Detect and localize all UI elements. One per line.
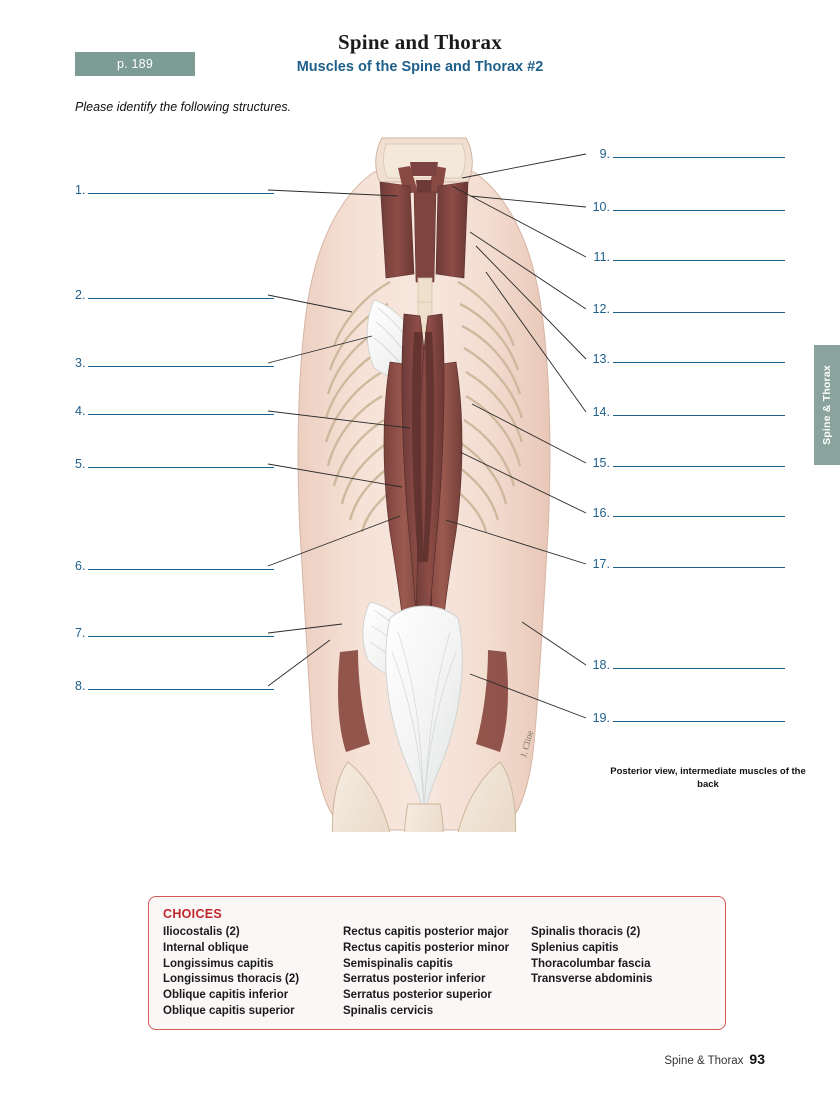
anatomy-illustration — [278, 132, 568, 832]
answer-rule-4[interactable] — [88, 403, 274, 415]
choice-item[interactable]: Spinalis cervicis — [343, 1004, 434, 1017]
answer-number-16: 16. — [592, 506, 610, 520]
answer-rule-15[interactable] — [613, 455, 785, 467]
answer-blank-6[interactable] — [75, 558, 274, 573]
page-footer — [664, 1051, 765, 1067]
answer-blank-10[interactable] — [590, 199, 785, 214]
sacrum — [405, 804, 444, 832]
answer-blank-7[interactable] — [75, 625, 274, 640]
page-subtitle: Muscles of the Spine and Thorax #2 — [296, 59, 544, 75]
rectus-capitis-group — [410, 162, 438, 176]
answer-rule-19[interactable] — [613, 710, 785, 722]
title-block — [0, 30, 840, 75]
answer-blank-3[interactable] — [75, 355, 274, 370]
answer-blank-11[interactable] — [590, 249, 785, 264]
answer-blank-2[interactable] — [75, 287, 274, 302]
answer-blank-8[interactable] — [75, 678, 274, 693]
choices-column-2 — [343, 925, 509, 1020]
answer-number-9: 9. — [599, 147, 610, 161]
answer-rule-7[interactable] — [88, 625, 274, 637]
choices-title: CHOICES — [163, 907, 223, 921]
answer-number-2: 2. — [75, 288, 86, 302]
answer-rule-2[interactable] — [88, 287, 274, 299]
answer-blank-12[interactable] — [590, 301, 785, 316]
answer-number-6: 6. — [75, 559, 86, 573]
answer-blank-16[interactable] — [590, 505, 785, 520]
choice-item[interactable]: Oblique capitis inferior — [163, 989, 289, 1002]
choice-item[interactable]: Iliocostalis (2) — [163, 926, 240, 938]
section-side-tab — [814, 345, 840, 465]
answer-number-11: 11. — [593, 250, 610, 264]
answer-blank-5[interactable] — [75, 456, 274, 471]
choice-item[interactable]: Oblique capitis superior — [163, 1004, 295, 1017]
section-side-tab-label: Spine & Thorax — [821, 365, 833, 445]
answer-blank-4[interactable] — [75, 403, 274, 418]
choice-item[interactable]: Serratus posterior inferior — [343, 973, 486, 986]
choice-item[interactable]: Thoracolumbar fascia — [531, 957, 651, 970]
answer-blank-9[interactable] — [590, 146, 785, 161]
answer-rule-5[interactable] — [88, 456, 274, 468]
choices-box — [148, 896, 726, 1030]
page-reference-label: p. 189 — [117, 57, 153, 71]
answer-blank-17[interactable] — [590, 556, 785, 571]
answer-rule-11[interactable] — [613, 249, 785, 261]
answer-number-8: 8. — [75, 679, 86, 693]
answer-rule-1[interactable] — [88, 182, 274, 194]
answer-blank-13[interactable] — [590, 351, 785, 366]
choice-item[interactable]: Splenius capitis — [531, 941, 619, 954]
answer-rule-8[interactable] — [88, 678, 274, 690]
answer-number-10: 10. — [592, 200, 610, 214]
answer-number-18: 18. — [592, 658, 610, 672]
answer-number-12: 12. — [592, 302, 610, 316]
splenius-capitis-left — [380, 182, 414, 278]
choice-item[interactable]: Rectus capitis posterior minor — [343, 941, 510, 954]
answer-rule-18[interactable] — [613, 657, 785, 669]
choice-item[interactable]: Internal oblique — [163, 941, 249, 954]
answer-blank-18[interactable] — [590, 657, 785, 672]
answer-rule-13[interactable] — [613, 351, 785, 363]
choice-item[interactable]: Spinalis thoracis (2) — [531, 926, 641, 938]
semispinalis-capitis — [414, 192, 436, 282]
answer-rule-14[interactable] — [613, 404, 785, 416]
answer-blank-1[interactable] — [75, 182, 274, 197]
answer-number-4: 4. — [75, 404, 86, 418]
choices-column-1 — [163, 925, 299, 1020]
splenius-capitis-right — [436, 182, 468, 278]
choices-column-3 — [531, 925, 652, 988]
answer-number-1: 1. — [75, 183, 86, 197]
answer-rule-6[interactable] — [88, 558, 274, 570]
answer-number-15: 15. — [592, 456, 610, 470]
artist-signature: J. Cline — [518, 729, 536, 759]
answer-number-14: 14. — [592, 405, 610, 419]
answer-rule-9[interactable] — [613, 146, 785, 158]
figure-caption: Posterior view, intermediate muscles of the back — [610, 766, 806, 790]
answer-number-17: 17. — [592, 557, 610, 571]
answer-rule-16[interactable] — [613, 505, 785, 517]
answer-rule-3[interactable] — [88, 355, 274, 367]
choice-item[interactable]: Longissimus capitis — [163, 957, 274, 970]
choice-item[interactable]: Longissimus thoracis (2) — [163, 973, 300, 986]
instruction-text: Please identify the following structures. — [75, 100, 292, 114]
page-title: Spine and Thorax — [338, 30, 502, 54]
answer-number-5: 5. — [75, 457, 86, 471]
answer-blank-14[interactable] — [590, 404, 785, 419]
answer-blank-19[interactable] — [590, 710, 785, 725]
footer-section-label: Spine & Thorax — [664, 1055, 744, 1067]
choice-item[interactable]: Serratus posterior superior — [343, 989, 492, 1002]
anatomy-figure — [278, 132, 568, 832]
answer-blank-15[interactable] — [590, 455, 785, 470]
answer-rule-17[interactable] — [613, 556, 785, 568]
answer-number-7: 7. — [75, 626, 86, 640]
answer-number-3: 3. — [75, 356, 86, 370]
choice-item[interactable]: Semispinalis capitis — [343, 957, 453, 970]
answer-rule-12[interactable] — [613, 301, 785, 313]
footer-page-number: 93 — [749, 1051, 765, 1067]
choice-item[interactable]: Transverse abdominis — [531, 973, 653, 986]
answer-number-13: 13. — [592, 352, 610, 366]
choice-item[interactable]: Rectus capitis posterior major — [343, 926, 509, 938]
answer-number-19: 19. — [592, 711, 610, 725]
answer-rule-10[interactable] — [613, 199, 785, 211]
